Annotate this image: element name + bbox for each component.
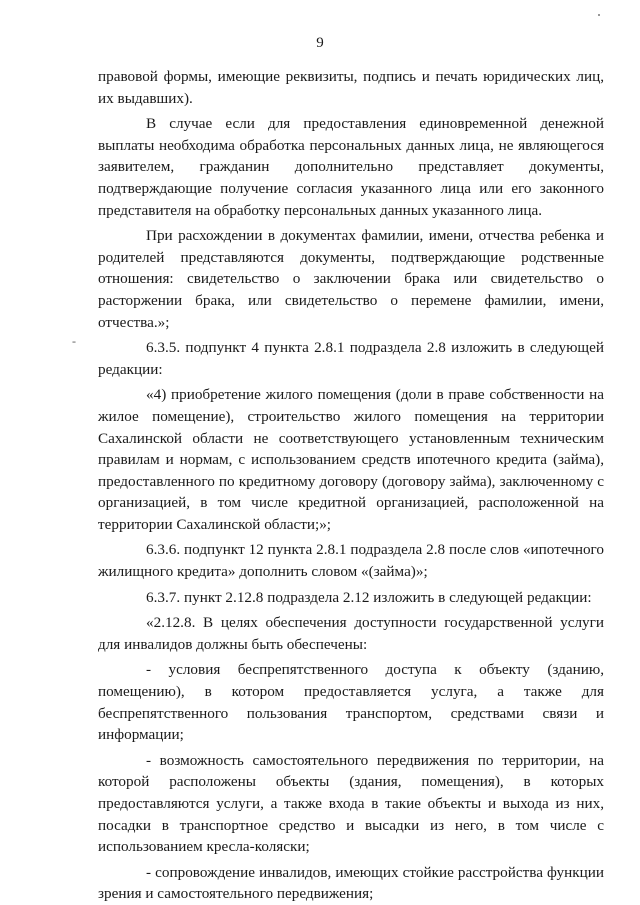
page-number: 9 (316, 35, 324, 51)
margin-mark: - (72, 334, 76, 348)
paragraph-10: - возможность самостоятельного передвижения по территории, на которой расположены объекты (здания, помещения), в которых предоставляются услуги, а также входа в такие объекты и выхода из них, посадки в транспортное средство и высадки из него, в том числе с использованием кресла-коляски; (98, 751, 604, 856)
document-body (98, 66, 604, 905)
paragraph-7: 6.3.7. пункт 2.12.8 подраздела 2.12 изложить в следующей редакции: (146, 588, 592, 606)
scan-speck (598, 14, 600, 16)
paragraph-2: В случае если для предоставления единовременной денежной выплаты необходима обработка персональных данных лица, не являющегося заявителем, гражданин дополнительно представляет документы, подтверждающие получение согласия указанного лица или его законного представителя на обработку персональных данных указанного лица. (98, 115, 604, 219)
paragraph-5: «4) приобретение жилого помещения (доли в праве собственности на жилое помещение), строительство жилого помещения на территории Сахалинской области не соответствующего установленным техническим правилам и нормам, с использованием средств ипотечного кредита (займа), предоставленного по кредитному договору (договору займа), заключенному с организацией, в том числе кредитной организацией, расположенной на территории Сахалинской области;»; (98, 386, 604, 533)
paragraph-4: 6.3.5. подпункт 4 пункта 2.8.1 подраздела 2.8 изложить в следующей редакции: (98, 339, 604, 378)
paragraph-6: 6.3.6. подпункт 12 пункта 2.8.1 подраздела 2.8 после слов «ипотечного жилищного кредита» дополнить словом «(займа)»; (98, 541, 604, 581)
paragraph-11: - сопровождение инвалидов, имеющих стойкие расстройства функции зрения и самостоятельного передвижения; (98, 863, 604, 903)
paragraph-8: «2.12.8. В целях обеспечения доступности государственной услуги для инвалидов должны быть обеспечены: (98, 614, 604, 653)
paragraph-9: - условия беспрепятственного доступа к объекту (зданию, помещению), в котором предоставляется услуга, а также для беспрепятственного пользования транспортом, средствами связи и информации; (98, 661, 604, 744)
paragraph-1: правовой формы, имеющие реквизиты, подпись и печать юридических лиц, их выдавших). (98, 68, 604, 107)
paragraph-3: При расхождении в документах фамилии, имени, отчества ребенка и родителей представляются документы, подтверждающие родственные отношения: свидетельство о заключении брака или свидетельство о расторжении брака, или свидетельство о перемене фамилии, имени, отчества.»; (98, 227, 604, 331)
